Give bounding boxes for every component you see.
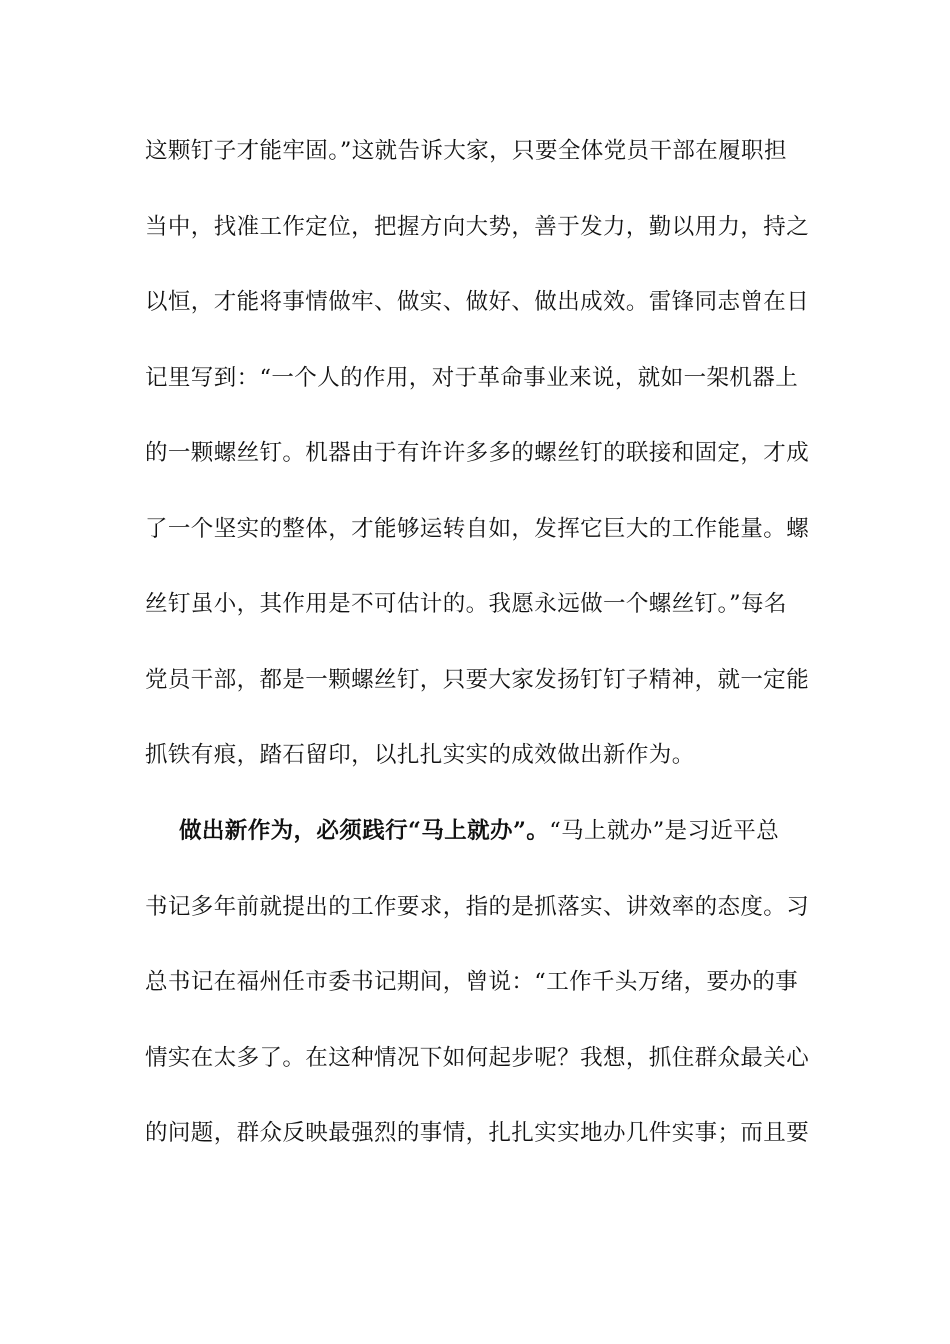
paragraph-line: 了一个坚实的整体，才能够运转自如，发挥它巨大的工作能量。螺	[145, 515, 810, 542]
paragraph-line: 党员干部，都是一颗螺丝钉，只要大家发扬钉钉子精神，就一定能	[145, 666, 810, 693]
paragraph-heading: 做出新作为，必须践行“马上就办”。	[179, 818, 550, 844]
paragraph-line: 当中，找准工作定位，把握方向大势，善于发力，勤以用力，持之	[145, 213, 810, 240]
paragraph-first-line	[145, 794, 807, 870]
paragraph-line: 的一颗螺丝钉。机器由于有许许多多的螺丝钉的联接和固定，才成	[145, 440, 810, 466]
paragraph-1	[145, 114, 810, 794]
paragraph-line: 的问题，群众反映最强烈的事情，扎扎实实地办几件实事；而且要	[145, 1120, 810, 1146]
paragraph-first-line-text: “马上就办”是习近平总	[549, 818, 780, 844]
paragraph-line: 丝钉虽小，其作用是不可估计的。我愿永远做一个螺丝钉。”每名	[145, 591, 787, 617]
paragraph-line: 情实在太多了。在这种情况下如何起步呢？我想，抓住群众最关心	[145, 1044, 810, 1071]
paragraph-line: 抓铁有痕，踏石留印，以扎扎实实的成效做出新作为。	[145, 742, 695, 768]
paragraph-line: 书记多年前就提出的工作要求，指的是抓落实、讲效率的态度。习	[145, 893, 810, 920]
paragraph-line: 记里写到：“一个人的作用，对于革命事业来说，就如一架机器上	[145, 364, 799, 391]
paragraph-line: 总书记在福州任市委书记期间，曾说：“工作千头万绪，要办的事	[145, 969, 799, 995]
paragraph-line: 以恒，才能将事情做牢、做实、做好、做出成效。雷锋同志曾在日	[145, 289, 810, 315]
paragraph-2	[145, 794, 810, 1172]
paragraph-line: 这颗钉子才能牢固。”这就告诉大家，只要全体党员干部在履职担	[145, 138, 787, 164]
